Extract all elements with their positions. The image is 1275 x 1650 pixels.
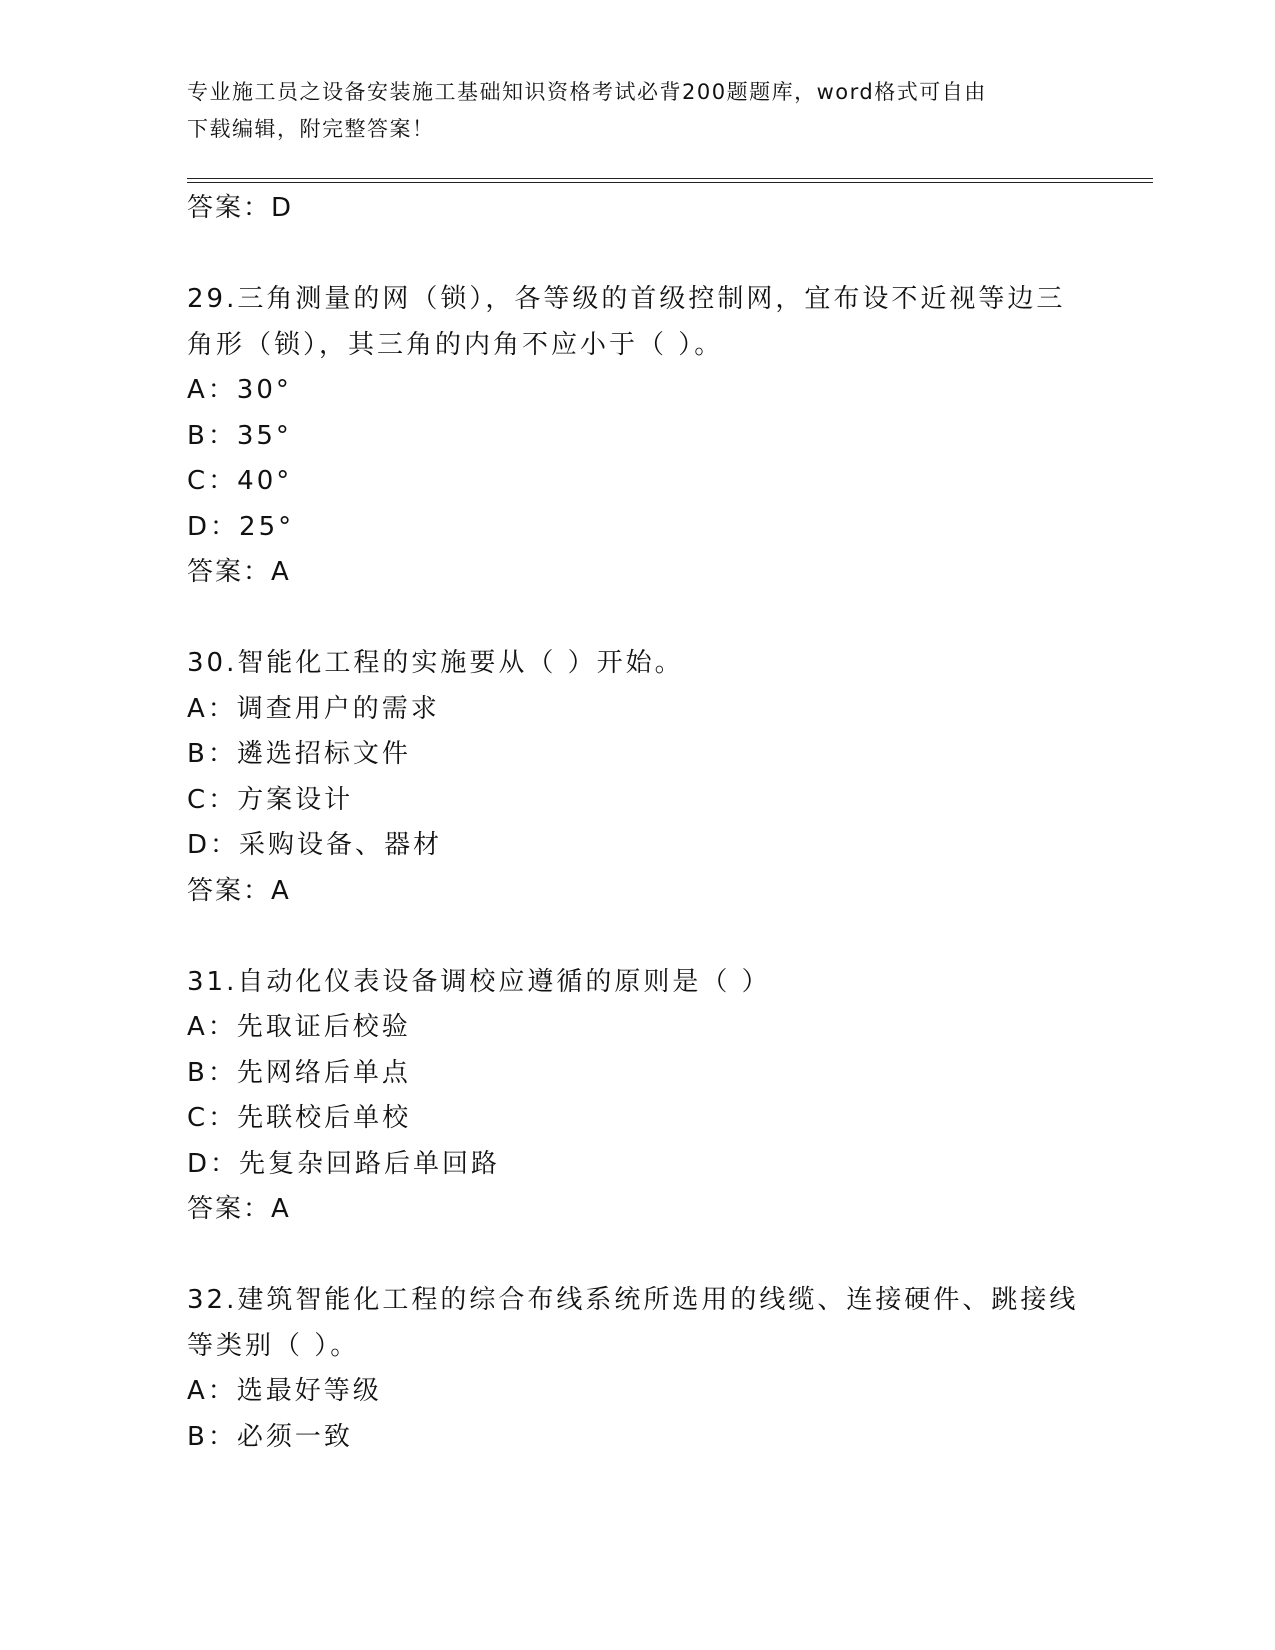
option-b: B：必须一致 xyxy=(187,1421,353,1452)
document-header xyxy=(187,74,1077,148)
option-b: B：遴选招标文件 xyxy=(187,739,411,769)
header-divider-top xyxy=(187,178,1153,179)
option-a: A：先取证后校验 xyxy=(187,1012,411,1042)
question-stem-line: 等类别（ ）。 xyxy=(187,1330,360,1361)
option-b: B：35° xyxy=(187,420,292,451)
question-stem-line: 32.建筑智能化工程的综合布线系统所选用的线缆、连接硬件、跳接线 xyxy=(187,1285,1079,1315)
question-stem-line: 31.自动化仪表设备调校应遵循的原则是（ ） xyxy=(187,966,771,997)
answer-line: 答案：A xyxy=(187,557,291,587)
option-d: D：25° xyxy=(187,511,295,542)
option-a: A：调查用户的需求 xyxy=(187,693,440,724)
spacer xyxy=(187,1233,1087,1279)
question-block-30 xyxy=(187,641,1087,914)
question-stem-line: 角形（锁），其三角的内角不应小于（ ）。 xyxy=(187,329,724,360)
option-d: D：采购设备、器材 xyxy=(187,830,443,860)
header-divider-bottom xyxy=(187,182,1153,183)
spacer xyxy=(187,596,1087,642)
question-block-31 xyxy=(187,960,1087,1233)
header-line-1: 专业施工员之设备安装施工基础知识资格考试必背200题题库，word格式可自由 xyxy=(187,80,987,104)
answer-line: 答案：A xyxy=(187,875,291,906)
previous-answer: 答案：D xyxy=(187,193,294,223)
spacer xyxy=(187,914,1087,960)
option-a: A：选最好等级 xyxy=(187,1376,382,1406)
answer-line: 答案：A xyxy=(187,1194,291,1224)
question-block-32 xyxy=(187,1278,1087,1460)
option-b: B：先网络后单点 xyxy=(187,1057,411,1088)
option-d: D：先复杂回路后单回路 xyxy=(187,1148,501,1179)
option-a: A：30° xyxy=(187,375,292,405)
header-line-2: 下载编辑，附完整答案！ xyxy=(187,117,435,141)
option-c: C：先联校后单校 xyxy=(187,1103,412,1133)
option-c: C：方案设计 xyxy=(187,784,354,815)
option-c: C：40° xyxy=(187,466,293,496)
document-body xyxy=(187,186,1087,1460)
spacer xyxy=(187,232,1087,278)
question-stem-line: 30.智能化工程的实施要从（ ）开始。 xyxy=(187,648,684,678)
question-stem-line: 29.三角测量的网（锁），各等级的首级控制网，宜布设不近视等边三 xyxy=(187,284,1066,314)
question-block-29 xyxy=(187,277,1087,596)
